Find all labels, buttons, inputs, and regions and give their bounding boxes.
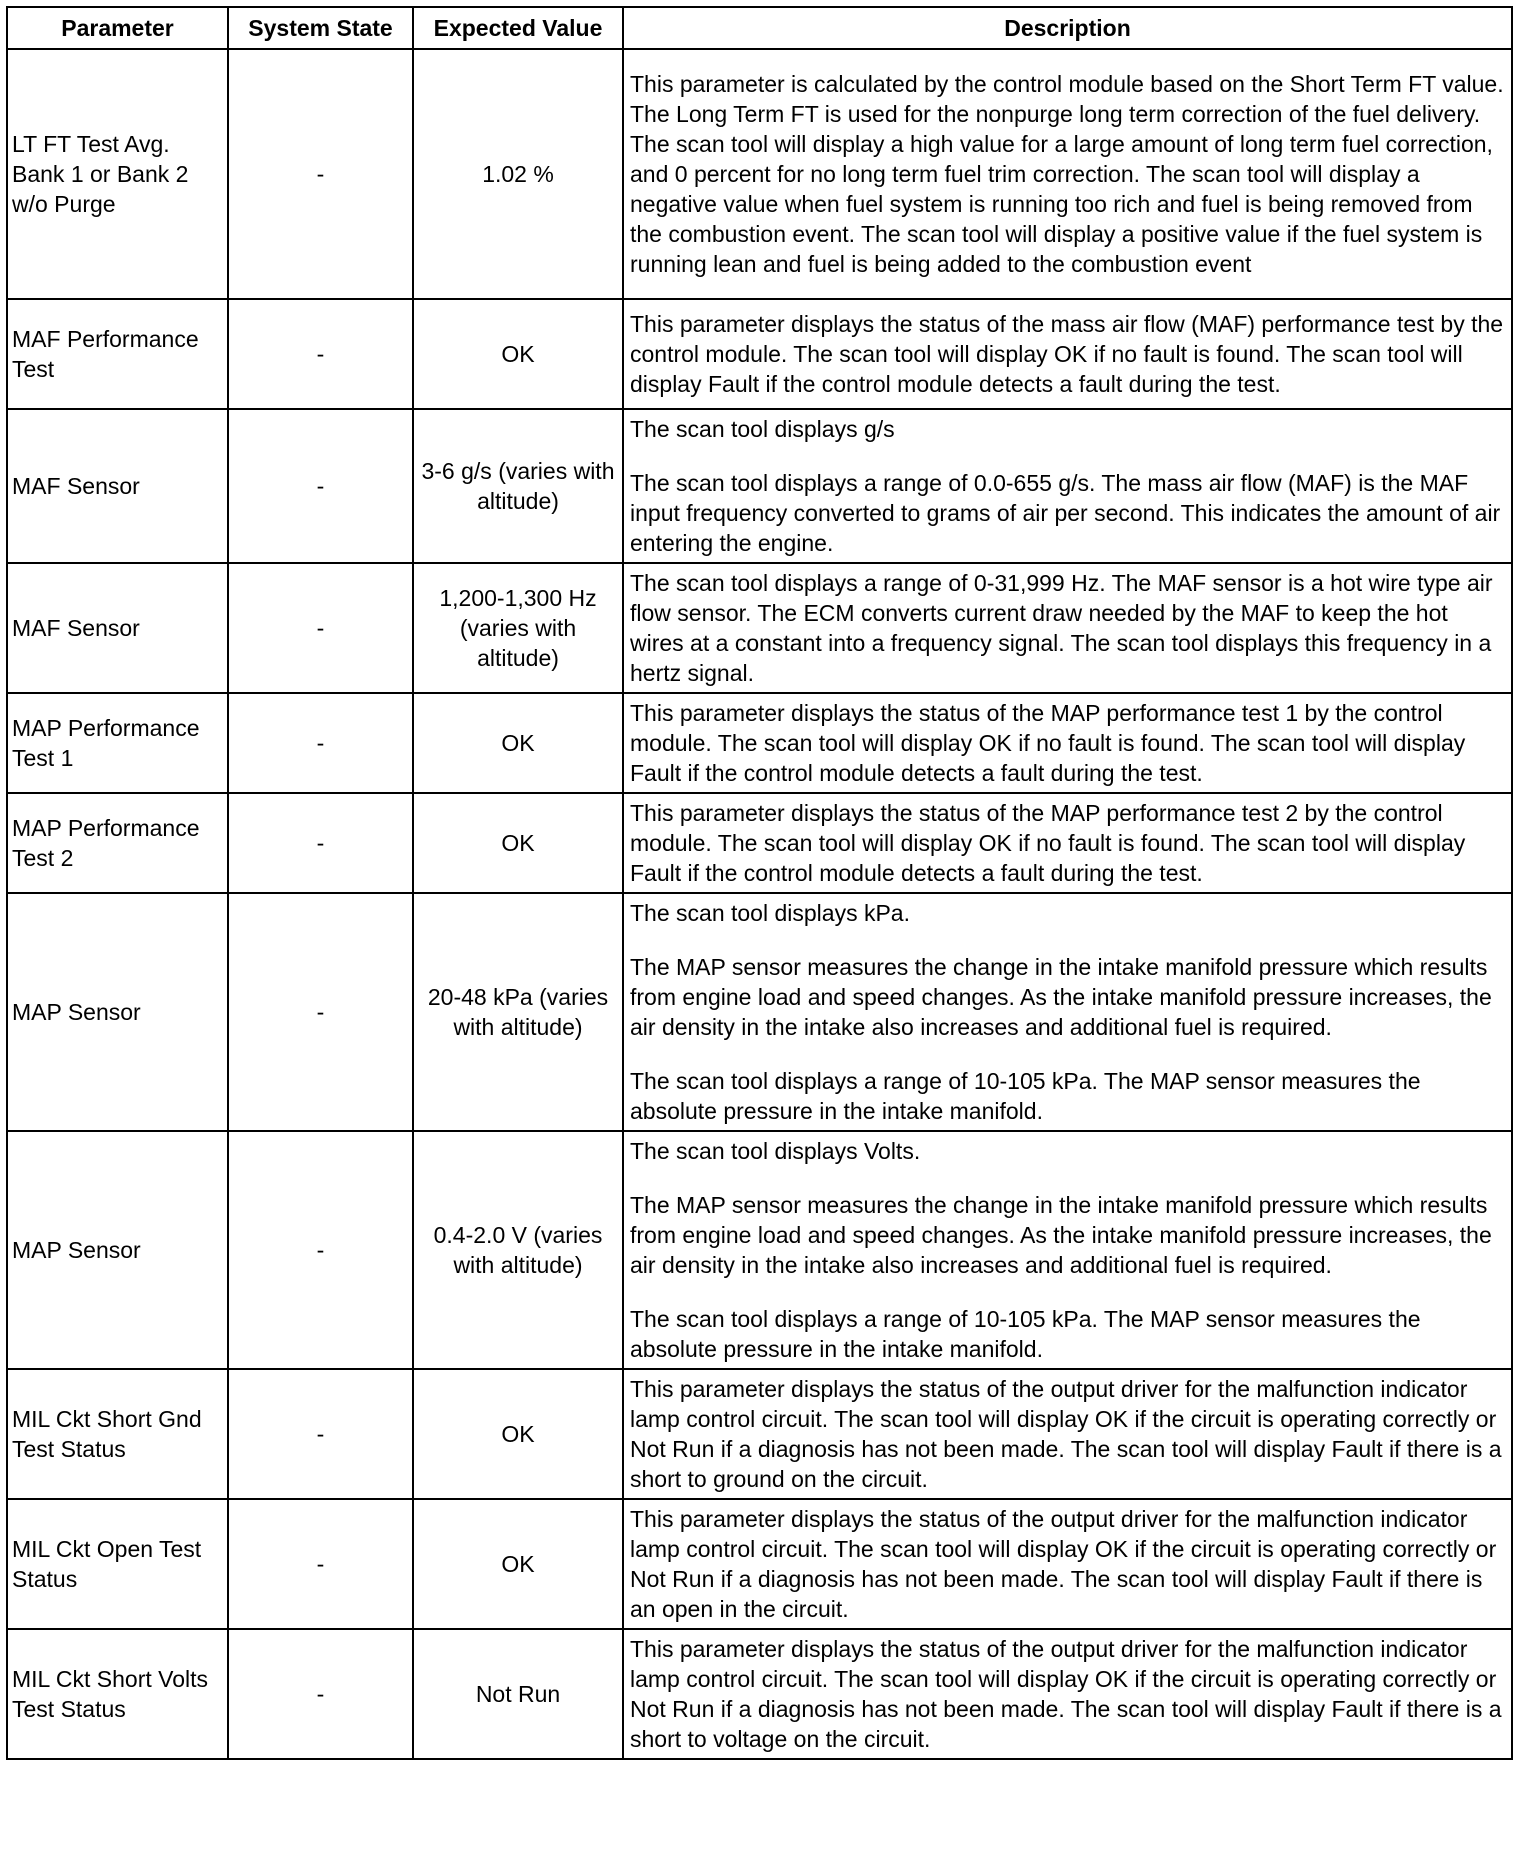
expected-value-cell: 0.4-2.0 V (varies with altitude) (413, 1131, 623, 1369)
table-header (7, 7, 1512, 49)
system-state-cell: - (228, 1499, 413, 1629)
expected-value-cell: OK (413, 1499, 623, 1629)
description-paragraph: The scan tool displays a range of 10-105 kPa. The MAP sensor measures the absolute pressure in the intake manifold. (630, 1068, 1421, 1124)
description-paragraph: This parameter displays the status of the MAP performance test 2 by the control module. The scan tool will display OK if no fault is found. The scan tool will display Fault if the control module detects a fault during the test. (630, 800, 1466, 886)
table-row (7, 409, 1512, 563)
description-cell (623, 299, 1512, 409)
description-cell (623, 1369, 1512, 1499)
description-paragraph: This parameter displays the status of the output driver for the malfunction indicator lamp control circuit. The scan tool will display OK if the circuit is operating correctly or Not Run if a diagnosis has not been made. The scan tool will display Fault if there is a short to voltage on the circuit. (630, 1636, 1502, 1752)
description-cell (623, 49, 1512, 299)
description-cell (623, 893, 1512, 1131)
system-state-cell: - (228, 409, 413, 563)
header-expected-value: Expected Value (413, 7, 623, 49)
system-state-cell: - (228, 299, 413, 409)
table-row (7, 1629, 1512, 1759)
table-row (7, 299, 1512, 409)
description-paragraph: This parameter is calculated by the control module based on the Short Term FT value. The Long Term FT is used for the nonpurge long term correction of the fuel delivery. The scan tool will display a high value for a large amount of long term fuel correction, and 0 percent for no long term fuel trim correction. The scan tool will display a negative value when fuel system is running too rich and fuel is being removed from the combustion event. The scan tool will display a positive value if the fuel system is running lean and fuel is being added to the combustion event (630, 71, 1504, 277)
expected-value-cell: Not Run (413, 1629, 623, 1759)
header-row (7, 7, 1512, 49)
system-state-cell: - (228, 49, 413, 299)
description-cell (623, 793, 1512, 893)
description-cell (623, 1131, 1512, 1369)
description-paragraph: The scan tool displays a range of 0-31,999 Hz. The MAF sensor is a hot wire type air flow sensor. The ECM converts current draw needed by the MAF to keep the hot wires at a constant into a frequency signal. The scan tool displays this frequency in a hertz signal. (630, 570, 1493, 686)
table-row (7, 1499, 1512, 1629)
table-row (7, 563, 1512, 693)
description-paragraph: This parameter displays the status of the output driver for the malfunction indicator lamp control circuit. The scan tool will display OK if the circuit is operating correctly or Not Run if a diagnosis has not been made. The scan tool will display Fault if there is an open in the circuit. (630, 1506, 1497, 1622)
description-paragraph: This parameter displays the status of the output driver for the malfunction indicator lamp control circuit. The scan tool will display OK if the circuit is operating correctly or Not Run if a diagnosis has not been made. The scan tool will display Fault if there is a short to ground on the circuit. (630, 1376, 1502, 1492)
description-cell (623, 563, 1512, 693)
description-paragraph: The scan tool displays a range of 0.0-655 g/s. The mass air flow (MAF) is the MAF input frequency converted to grams of air per second. This indicates the amount of air entering the engine. (630, 470, 1501, 556)
header-parameter: Parameter (7, 7, 228, 49)
description-paragraph: The MAP sensor measures the change in the intake manifold pressure which results from engine load and speed changes. As the intake manifold pressure increases, the air density in the intake also increases and additional fuel is required. (630, 1192, 1492, 1278)
system-state-cell: - (228, 1131, 413, 1369)
table-body (7, 49, 1512, 1759)
parameter-cell: MAF Sensor (7, 563, 228, 693)
table-row (7, 893, 1512, 1131)
table-row (7, 49, 1512, 299)
description-paragraph: The scan tool displays Volts. (630, 1138, 921, 1164)
parameter-cell: MAP Sensor (7, 1131, 228, 1369)
parameter-cell: MAP Sensor (7, 893, 228, 1131)
parameter-table-page (6, 6, 1511, 1760)
expected-value-cell: 20-48 kPa (varies with altitude) (413, 893, 623, 1131)
description-cell (623, 409, 1512, 563)
table-row (7, 1369, 1512, 1499)
system-state-cell: - (228, 563, 413, 693)
header-description: Description (623, 7, 1512, 49)
parameter-cell: MAP Performance Test 2 (7, 793, 228, 893)
parameter-cell: MAF Performance Test (7, 299, 228, 409)
table-row (7, 1131, 1512, 1369)
expected-value-cell: 1,200-1,300 Hz (varies with altitude) (413, 563, 623, 693)
table-row (7, 793, 1512, 893)
expected-value-cell: 3-6 g/s (varies with altitude) (413, 409, 623, 563)
system-state-cell: - (228, 693, 413, 793)
description-paragraph: This parameter displays the status of the MAP performance test 1 by the control module. The scan tool will display OK if no fault is found. The scan tool will display Fault if the control module detects a fault during the test. (630, 700, 1466, 786)
system-state-cell: - (228, 1369, 413, 1499)
description-paragraph: This parameter displays the status of the mass air flow (MAF) performance test by the control module. The scan tool will display OK if no fault is found. The scan tool will display Fault if the control module detects a fault during the test. (630, 311, 1504, 397)
description-paragraph: The scan tool displays a range of 10-105 kPa. The MAP sensor measures the absolute pressure in the intake manifold. (630, 1306, 1421, 1362)
description-cell (623, 1499, 1512, 1629)
parameter-table (6, 6, 1513, 1760)
system-state-cell: - (228, 793, 413, 893)
parameter-cell: MIL Ckt Short Gnd Test Status (7, 1369, 228, 1499)
description-cell (623, 693, 1512, 793)
expected-value-cell: OK (413, 1369, 623, 1499)
expected-value-cell: OK (413, 693, 623, 793)
table-row (7, 693, 1512, 793)
parameter-cell: MIL Ckt Open Test Status (7, 1499, 228, 1629)
system-state-cell: - (228, 893, 413, 1131)
expected-value-cell: OK (413, 793, 623, 893)
description-paragraph: The scan tool displays g/s (630, 416, 895, 442)
parameter-cell: MAP Performance Test 1 (7, 693, 228, 793)
description-cell (623, 1629, 1512, 1759)
system-state-cell: - (228, 1629, 413, 1759)
parameter-cell: MAF Sensor (7, 409, 228, 563)
description-paragraph: The scan tool displays kPa. (630, 900, 910, 926)
expected-value-cell: 1.02 % (413, 49, 623, 299)
parameter-cell: MIL Ckt Short Volts Test Status (7, 1629, 228, 1759)
expected-value-cell: OK (413, 299, 623, 409)
parameter-cell: LT FT Test Avg. Bank 1 or Bank 2 w/o Purge (7, 49, 228, 299)
header-system-state: System State (228, 7, 413, 49)
description-paragraph: The MAP sensor measures the change in the intake manifold pressure which results from engine load and speed changes. As the intake manifold pressure increases, the air density in the intake also increases and additional fuel is required. (630, 954, 1492, 1040)
